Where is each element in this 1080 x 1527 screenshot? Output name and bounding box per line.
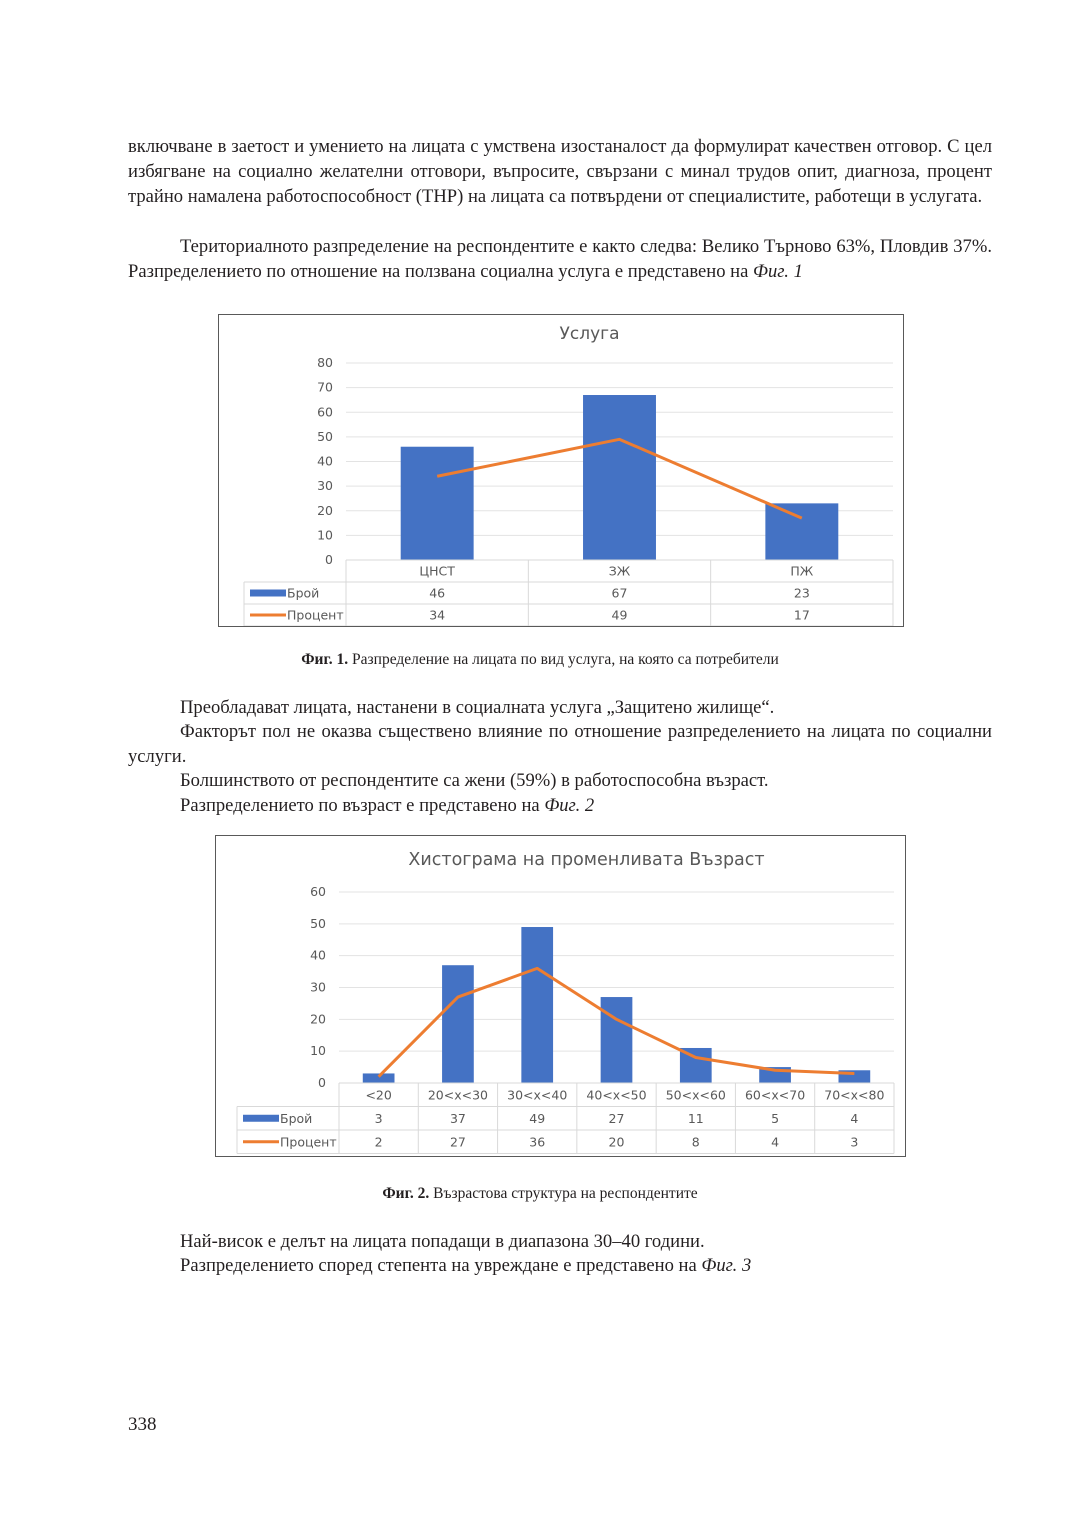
- x-category-label: 50<x<60: [665, 1087, 726, 1103]
- x-category-label: ПЖ: [790, 563, 814, 579]
- figure-caption: [0, 1185, 1080, 1203]
- bar: [583, 395, 656, 560]
- paragraph: Факторът пол не оказва съществено влияние по отношение разпределението на лицата по социални услуги.: [128, 721, 992, 767]
- bar: [601, 997, 633, 1083]
- data-table-value: 2: [374, 1134, 383, 1150]
- y-tick-label: 30: [310, 979, 326, 995]
- y-tick-label: 20: [317, 502, 333, 518]
- y-tick-label: 0: [318, 1075, 326, 1090]
- page-number: 338: [128, 1414, 157, 1435]
- y-tick-label: 40: [310, 947, 326, 963]
- data-table-value: 49: [611, 607, 628, 623]
- data-table-value: 20: [608, 1134, 625, 1150]
- chart-title: Услуга: [559, 324, 620, 344]
- legend-label: Брой: [287, 585, 320, 601]
- legend-label: Процент: [280, 1134, 337, 1150]
- y-tick-label: 50: [310, 915, 326, 931]
- y-tick-label: 20: [310, 1011, 326, 1027]
- paragraph: [180, 1253, 751, 1278]
- y-tick-label: 70: [317, 379, 333, 395]
- x-category-label: 60<x<70: [744, 1087, 806, 1103]
- chart-service-svg: [219, 315, 903, 626]
- legend-label: Процент: [287, 607, 344, 623]
- paragraph-text: Разпределението според степента на увреждане е представено на: [180, 1255, 702, 1276]
- bar: [765, 503, 838, 560]
- x-category-label: ЗЖ: [608, 563, 631, 579]
- paragraph: Най-висок е делът на лицата попадащи в диапазона 30–40 години.: [180, 1231, 705, 1252]
- y-tick-label: 0: [325, 552, 333, 567]
- paragraph-text: Разпределението по възраст е представено на: [180, 795, 545, 816]
- figure-reference: Фиг. 2: [544, 795, 595, 816]
- chart-title: Хистограма на променливата Възраст: [408, 850, 765, 870]
- legend-label: Брой: [280, 1110, 313, 1126]
- paragraph: [128, 234, 992, 284]
- chart-age-histogram: [215, 835, 906, 1157]
- caption-text: Разпределение на лицата по вид услуга, на която са потребители: [348, 651, 779, 668]
- x-category-label: 20<x<30: [427, 1087, 489, 1103]
- y-tick-label: 40: [317, 453, 333, 469]
- paragraph: Болшинството от респондентите са жени (59%) в работоспособна възраст.: [180, 770, 769, 791]
- data-table-value: 3: [374, 1110, 383, 1126]
- bar: [442, 965, 474, 1083]
- caption-label: Фиг. 1.: [301, 651, 349, 668]
- data-table-value: 8: [691, 1134, 700, 1150]
- figure-caption: [0, 651, 1080, 669]
- y-tick-label: 50: [317, 428, 333, 444]
- data-table-value: 3: [850, 1134, 859, 1150]
- y-tick-label: 60: [310, 884, 326, 899]
- x-category-label: 40<x<50: [586, 1087, 647, 1103]
- figure-reference: Фиг. 3: [701, 1255, 752, 1276]
- x-category-label: 30<x<40: [507, 1087, 568, 1103]
- data-table-value: 36: [529, 1134, 546, 1150]
- data-table-value: 27: [608, 1110, 625, 1126]
- paragraph: Преобладават лицата, настанени в социалната услуга „Защитено жилище“.: [180, 697, 775, 718]
- bar: [521, 927, 553, 1083]
- chart-age-svg: [216, 836, 905, 1156]
- data-table-value: 4: [771, 1134, 780, 1150]
- data-table-value: 37: [449, 1110, 466, 1126]
- paragraph: [180, 793, 594, 818]
- legend-key-bar: [250, 590, 286, 597]
- y-tick-label: 80: [317, 355, 333, 370]
- data-table-value: 34: [429, 607, 446, 623]
- chart-service: [218, 314, 904, 627]
- x-category-label: <20: [365, 1087, 392, 1103]
- data-table-value: 11: [687, 1110, 704, 1126]
- data-table-value: 23: [793, 585, 810, 601]
- caption-label: Фиг. 2.: [382, 1185, 430, 1202]
- data-table-value: 46: [429, 585, 446, 601]
- data-table-value: 67: [611, 585, 628, 601]
- data-table-value: 5: [771, 1110, 780, 1126]
- figure-reference: Фиг. 1: [753, 261, 803, 282]
- y-tick-label: 10: [310, 1043, 326, 1059]
- data-table-value: 27: [449, 1134, 466, 1150]
- data-table-value: 4: [850, 1110, 859, 1126]
- y-tick-label: 10: [317, 527, 333, 543]
- paragraph: включване в заетост и умението на лицата с умствена изостаналост да формулират качествен отговор. С цел избягване на социално желателни отговори, въпросите, свързани с минал трудов опит, диагноза, процент трайно намалена работоспособност (ТНР) на лицата са потвърдени от специалистите, работещи в услугата.: [128, 136, 992, 207]
- bar: [401, 447, 474, 560]
- legend-key-bar: [243, 1115, 279, 1122]
- x-category-label: ЦНСТ: [419, 563, 455, 579]
- data-table-value: 49: [529, 1110, 546, 1126]
- caption-text: Възрастова структура на респондентите: [429, 1185, 698, 1202]
- y-tick-label: 30: [317, 478, 333, 494]
- x-category-label: 70<x<80: [824, 1087, 885, 1103]
- paragraph-text: Териториалното разпределение на респондентите е както следва: Велико Търново 63%, Пловдив 37%. Разпределението по отношение на ползвана социална услуга е представено на: [128, 236, 992, 282]
- y-tick-label: 60: [317, 404, 333, 420]
- data-table-value: 17: [793, 607, 810, 623]
